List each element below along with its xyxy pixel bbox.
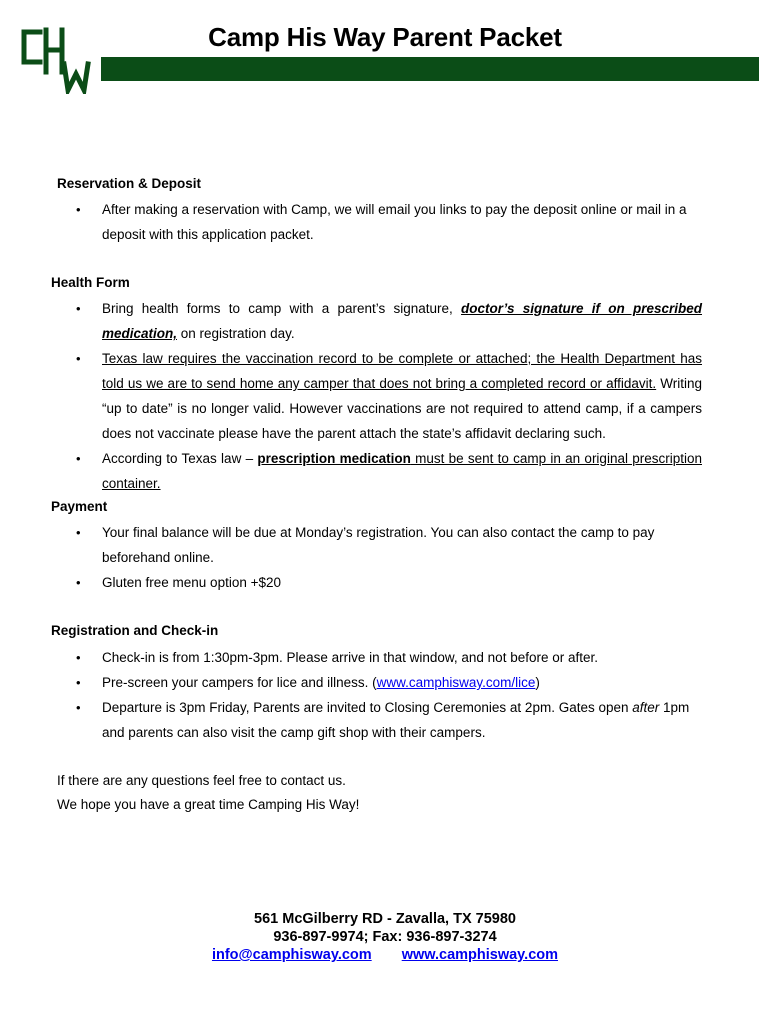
list-item: • Your final balance will be due at Monday’s registration. You can also contact the camp to pay beforehand online.: [0, 520, 770, 570]
header-bar: [101, 57, 759, 81]
list-item: • Texas law requires the vaccination record to be complete or attached; the Health Department has told us we are to send home any camper that does not bring a completed record or affidavit. Writing “up to date” is no longer valid. However vaccinations are not required to attend camp, if a campers does not vaccinate please have the parent attach the state’s affidavit declaring such.: [0, 346, 770, 446]
payment-list: [0, 520, 770, 595]
registration-list: [0, 645, 770, 745]
footer-address: 561 McGilberry RD - Zavalla, TX 75980: [254, 911, 516, 927]
list-item: • Gluten free menu option +$20: [0, 570, 770, 595]
footer-links: [0, 946, 770, 964]
reservation-list: [0, 197, 770, 247]
list-item: • Bring health forms to camp with a parent’s signature, doctor’s signature if on prescribed medication, on registration day.: [0, 296, 770, 346]
lice-info-link[interactable]: www.camphisway.com/lice: [376, 675, 536, 690]
list-item: • After making a reservation with Camp, we will email you links to pay the deposit online or mail in a deposit with this application packet.: [0, 197, 770, 247]
list-item: • Check-in is from 1:30pm-3pm. Please arrive in that window, and not before or after.: [0, 645, 770, 670]
closing-line-contact: If there are any questions feel free to contact us.: [57, 773, 346, 788]
prescription-medication-note: prescription medication: [257, 451, 411, 466]
page-title: Camp His Way Parent Packet: [208, 22, 562, 52]
website-link[interactable]: www.camphisway.com: [401, 947, 559, 963]
health-form-heading: Health Form: [51, 275, 130, 290]
list-item: • Departure is 3pm Friday, Parents are invited to Closing Ceremonies at 2pm. Gates open after 1pm and parents can also visit the camp gift shop with their campers.: [0, 695, 770, 745]
reservation-heading: Reservation & Deposit: [57, 176, 202, 191]
footer-phone-fax: 936-897-9974; Fax: 936-897-3274: [273, 929, 497, 945]
payment-heading: Payment: [51, 499, 108, 514]
footer-contact: [0, 910, 770, 964]
vaccination-requirement: Texas law requires the vaccination record to be complete or attached; the Health Department has told us we are to send home any camper that does not bring a completed record or affidavit.: [102, 351, 702, 391]
doctor-signature-note: doctor’s signature if on prescribed medication,: [102, 301, 702, 341]
list-item: • Pre-screen your campers for lice and illness. (www.camphisway.com/lice): [0, 670, 770, 695]
closing-line-wish: We hope you have a great time Camping His Way!: [57, 797, 360, 812]
health-form-list: [0, 296, 770, 496]
email-link[interactable]: info@camphisway.com: [211, 947, 372, 963]
registration-heading: Registration and Check-in: [51, 623, 219, 638]
list-item: • According to Texas law – prescription medication must be sent to camp in an original prescription container.: [0, 446, 770, 496]
